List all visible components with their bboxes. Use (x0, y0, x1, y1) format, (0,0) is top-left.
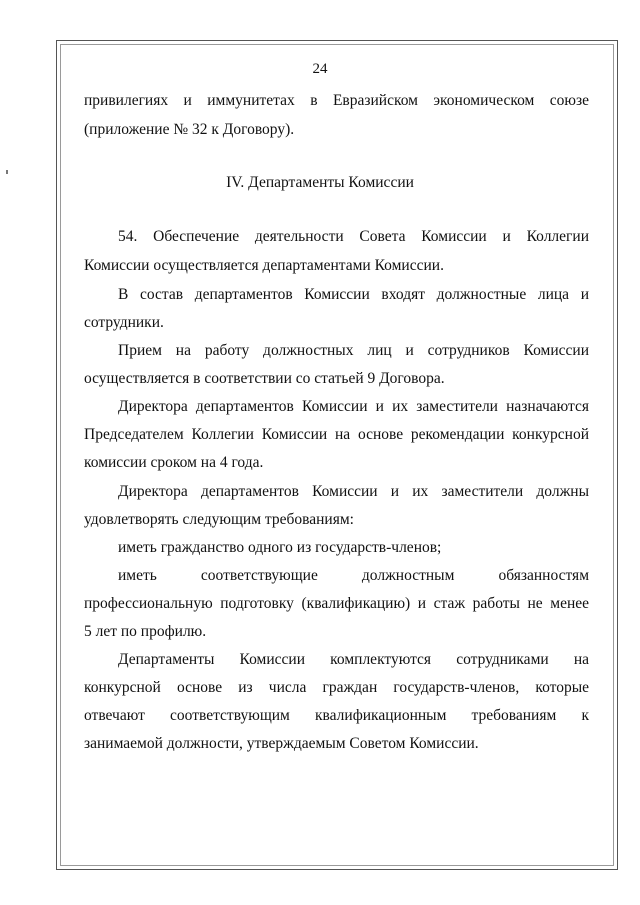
text-line: отвечают соответствующим квалификационным требованиям к (84, 707, 589, 724)
section-heading: IV. Департаменты Комиссии (226, 174, 414, 191)
text-line: конкурсной основе из числа граждан государств-членов, которые (84, 679, 589, 696)
text-line: Председателем Коллегии Комиссии на основе рекомендации конкурсной (84, 426, 589, 443)
text-line: Директора департаментов Комиссии и их заместители назначаются (118, 398, 589, 415)
text-line: привилегиях и иммунитетах в Евразийском экономическом союзе (84, 92, 589, 109)
text-line: Директора департаментов Комиссии и их заместители должны (118, 483, 589, 500)
text-line: иметь гражданство одного из государств-членов; (118, 539, 442, 556)
text-line: профессиональную подготовку (квалификацию) и стаж работы не менее (84, 595, 589, 612)
text-line: осуществляется в соответствии со статьей 9 Договора. (84, 370, 445, 387)
text-line: В состав департаментов Комиссии входят должностные лица и (118, 286, 589, 303)
text-line: 5 лет по профилю. (84, 623, 207, 640)
page-number: 24 (312, 61, 328, 77)
text-line: Департаменты Комиссии комплектуются сотрудниками на (118, 651, 589, 668)
text-line: сотрудники. (84, 314, 164, 331)
text-line: (приложение № 32 к Договору). (84, 121, 295, 138)
text-line: занимаемой должности, утверждаемым Советом Комиссии. (84, 735, 479, 752)
text-line: иметь соответствующие должностным обязанностям (118, 567, 589, 584)
text-line: удовлетворять следующим требованиям: (84, 511, 354, 528)
text-line: Прием на работу должностных лиц и сотрудников Комиссии (118, 342, 589, 359)
text-line: Комиссии осуществляется департаментами Комиссии. (84, 257, 444, 274)
text-line: 54. Обеспечение деятельности Совета Комиссии и Коллегии (118, 228, 589, 245)
text-line: комиссии сроком на 4 года. (84, 454, 264, 471)
